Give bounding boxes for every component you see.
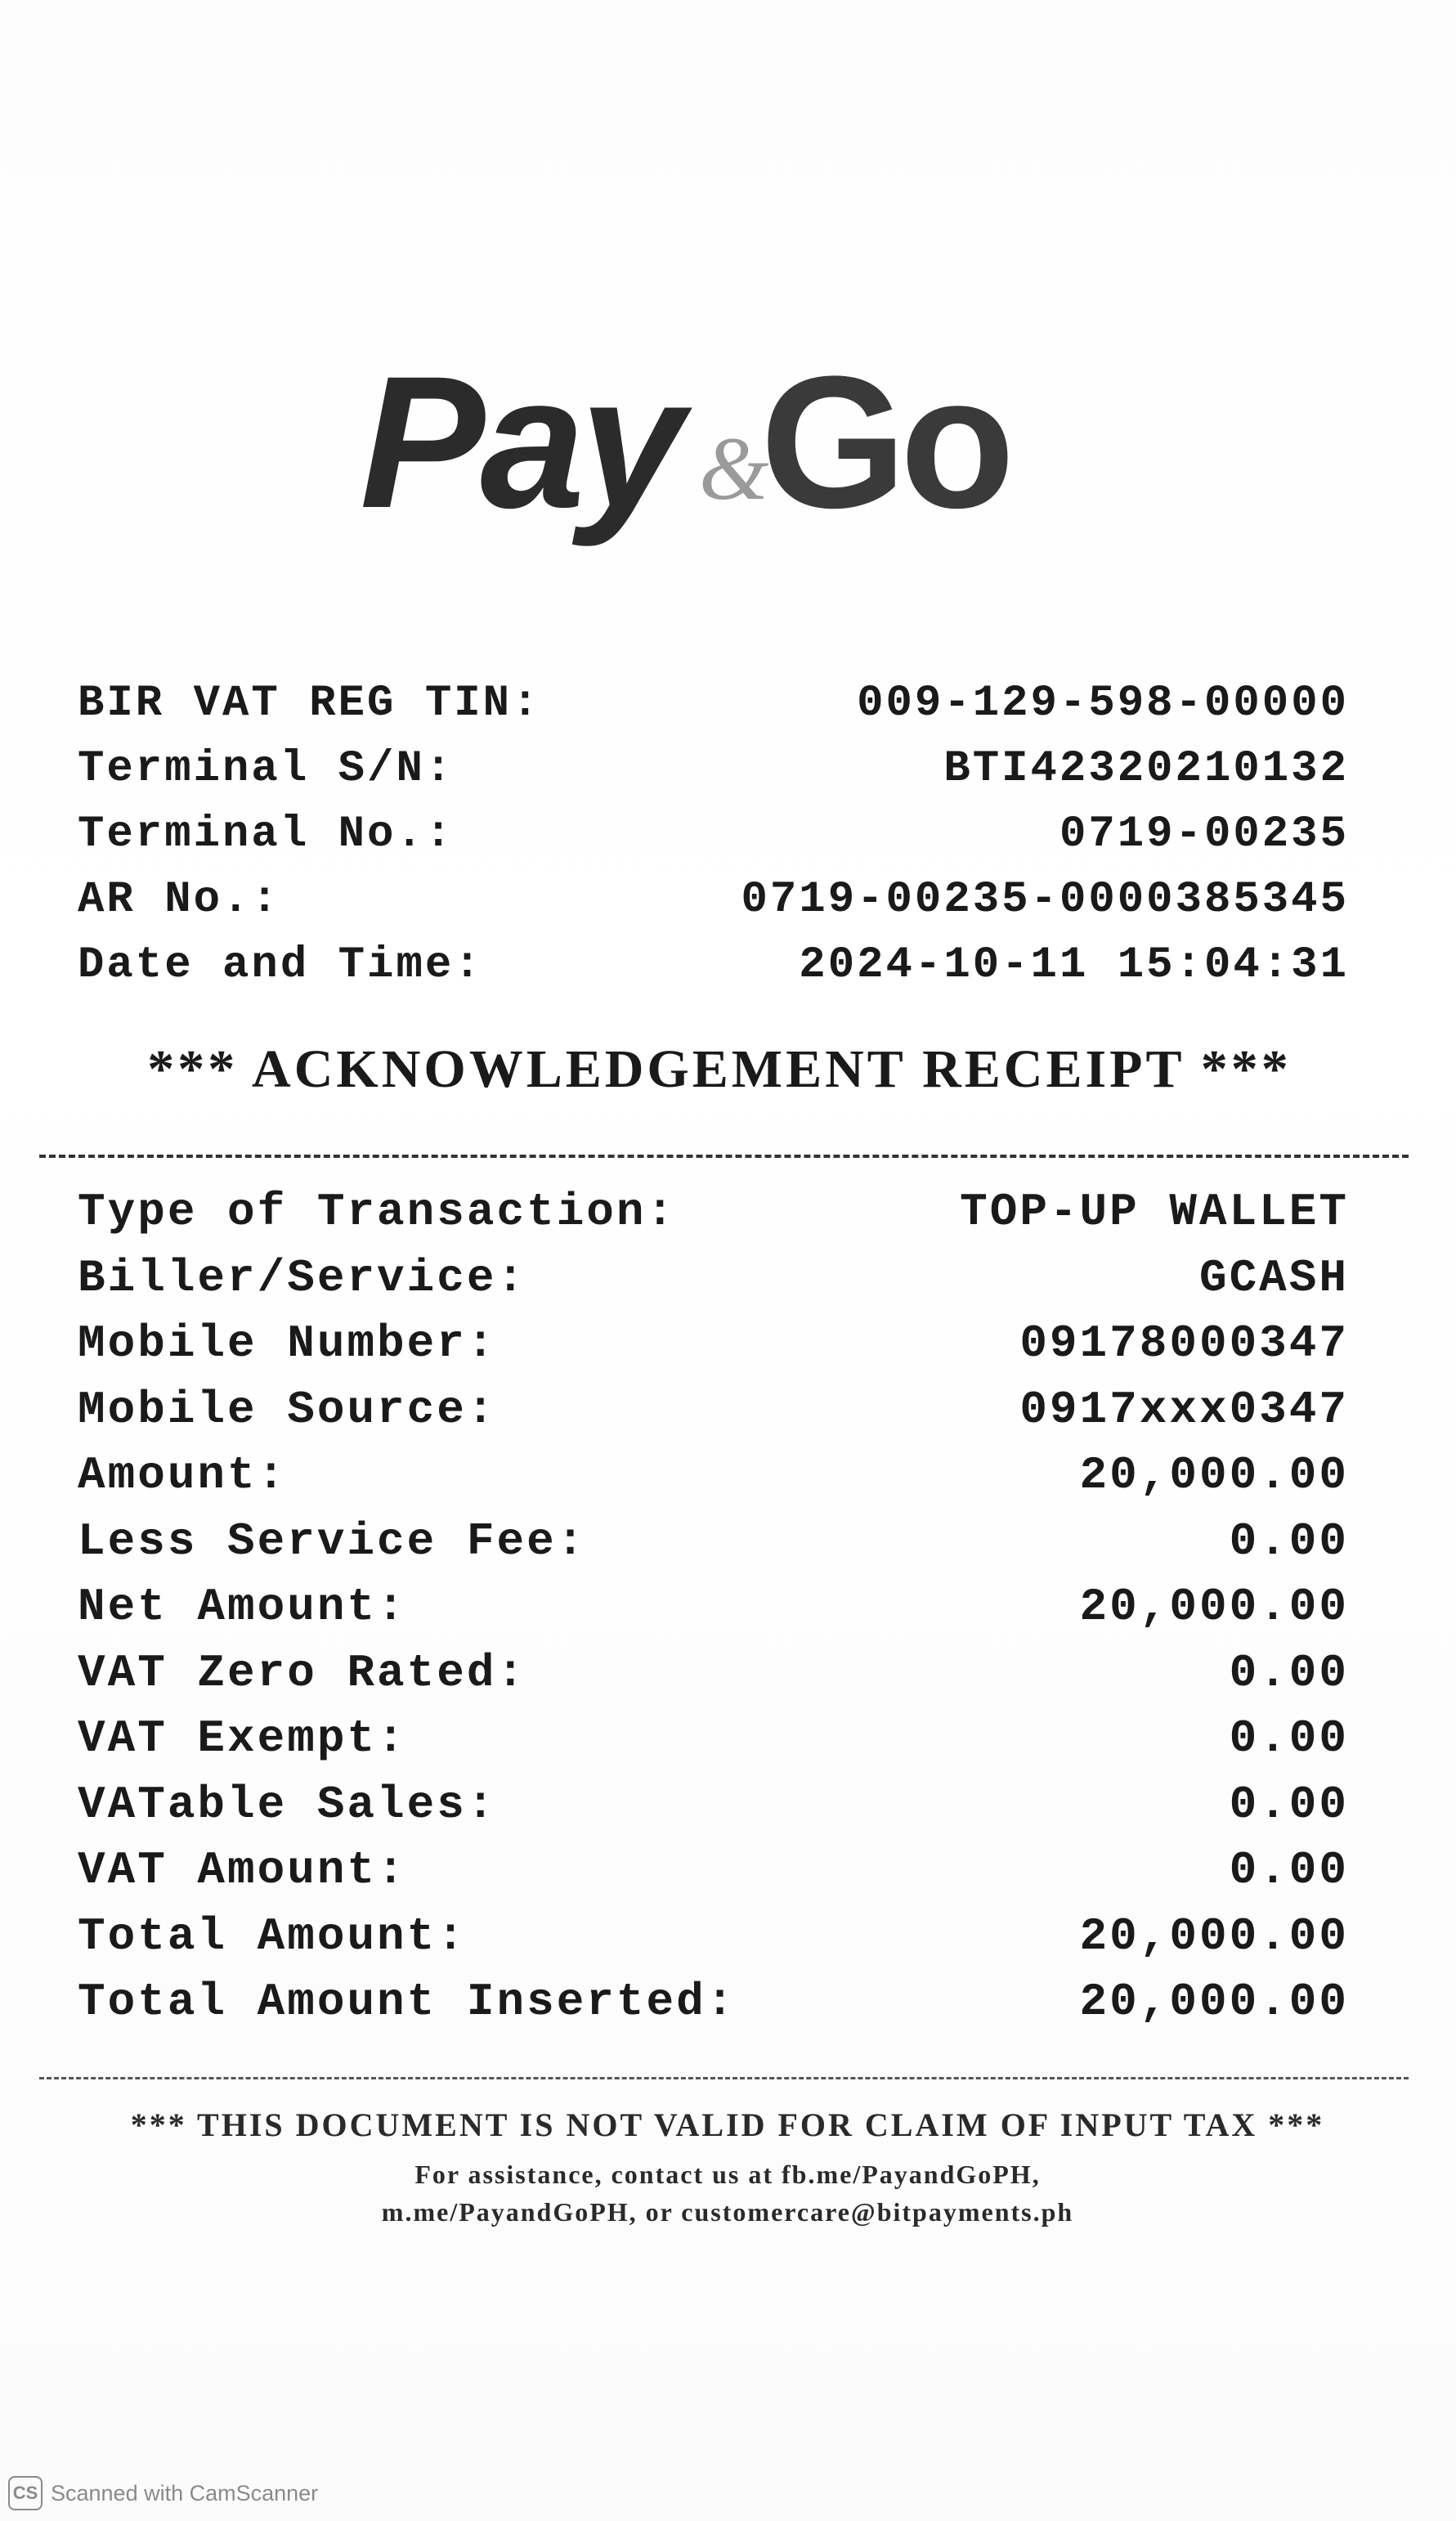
detail-value: GCASH [1198, 1251, 1349, 1304]
detail-row [78, 1384, 1349, 1450]
detail-row [78, 1844, 1349, 1910]
detail-row [78, 1779, 1349, 1845]
camscanner-icon: CS [8, 2476, 43, 2510]
info-row-date-time [78, 940, 1349, 1006]
detail-value: TOP-UP WALLET [960, 1186, 1349, 1238]
assistance-line-2: m.me/PayandGoPH, or customercare@bitpayments.ph [381, 2197, 1074, 2227]
detail-value: 20,000.00 [1079, 1909, 1349, 1963]
divider-bottom [39, 2077, 1409, 2079]
divider-top [39, 1155, 1409, 1158]
detail-value: 0.00 [1229, 1712, 1349, 1765]
camscanner-watermark [8, 2476, 318, 2510]
info-row-ar-no [78, 875, 1349, 940]
payandgo-logo [352, 337, 1087, 589]
detail-value: 20,000.00 [1079, 1449, 1349, 1501]
detail-value: 09178000347 [1019, 1317, 1349, 1370]
detail-row [78, 1581, 1349, 1647]
watermark-text: Scanned with CamScanner [51, 2480, 319, 2505]
detail-value: 20,000.00 [1079, 1976, 1349, 2028]
detail-value: 0.00 [1229, 1514, 1349, 1568]
terminal-info [78, 679, 1349, 1006]
receipt-footer [33, 2106, 1422, 2231]
info-label: Terminal S/N: [78, 744, 455, 794]
info-value: 0719-00235 [1059, 810, 1349, 859]
info-value: BTI42320210132 [943, 744, 1349, 794]
logo-text-amp: & [699, 419, 769, 518]
detail-row [78, 1515, 1349, 1581]
logo-text-go: Go [760, 337, 1009, 547]
detail-label: Type of Transaction: [78, 1186, 677, 1238]
transaction-details [78, 1186, 1349, 2042]
detail-row [78, 1647, 1349, 1713]
info-row-terminal-no [78, 810, 1349, 875]
detail-label: Amount: [78, 1449, 288, 1501]
info-value: 2024-10-11 15:04:31 [799, 940, 1349, 990]
detail-row [78, 1449, 1349, 1515]
tax-notice: *** THIS DOCUMENT IS NOT VALID FOR CLAIM OF INPUT TAX *** [130, 2106, 1325, 2143]
detail-label: Mobile Number: [78, 1317, 497, 1370]
info-label: AR No.: [78, 875, 280, 925]
info-row-terminal-sn [78, 744, 1349, 810]
receipt-title: *** ACKNOWLEDGEMENT RECEIPT *** [147, 1039, 1292, 1099]
detail-value: 20,000.00 [1079, 1581, 1349, 1633]
detail-label: Net Amount: [78, 1581, 407, 1633]
detail-value: 0917xxx0347 [1019, 1383, 1349, 1436]
detail-label: VAT Exempt: [78, 1712, 407, 1765]
info-value: 009-129-598-00000 [857, 679, 1349, 729]
logo-text-pay: Pay [360, 337, 680, 547]
detail-row [78, 1976, 1349, 2042]
info-row-tin [78, 679, 1349, 744]
detail-row [78, 1252, 1349, 1318]
info-label: BIR VAT REG TIN: [78, 679, 541, 729]
detail-row [78, 1712, 1349, 1779]
detail-value: 0.00 [1229, 1844, 1349, 1896]
detail-label: VAT Amount: [78, 1844, 407, 1896]
detail-row [78, 1317, 1349, 1384]
detail-label: Total Amount Inserted: [78, 1976, 737, 2028]
detail-label: Biller/Service: [78, 1251, 527, 1304]
detail-label: Less Service Fee: [78, 1514, 587, 1568]
detail-label: Total Amount: [78, 1909, 467, 1963]
detail-value: 0.00 [1229, 1778, 1349, 1831]
info-label: Date and Time: [78, 940, 483, 990]
info-value: 0719-00235-0000385345 [741, 875, 1349, 925]
detail-value: 0.00 [1229, 1646, 1349, 1699]
detail-row [78, 1910, 1349, 1976]
detail-label: VAT Zero Rated: [78, 1646, 527, 1699]
info-label: Terminal No.: [78, 810, 455, 859]
assistance-line-1: For assistance, contact us at fb.me/PayandGoPH, [414, 2160, 1041, 2189]
detail-label: VATable Sales: [78, 1778, 497, 1831]
detail-row [78, 1186, 1349, 1252]
detail-label: Mobile Source: [78, 1383, 497, 1436]
